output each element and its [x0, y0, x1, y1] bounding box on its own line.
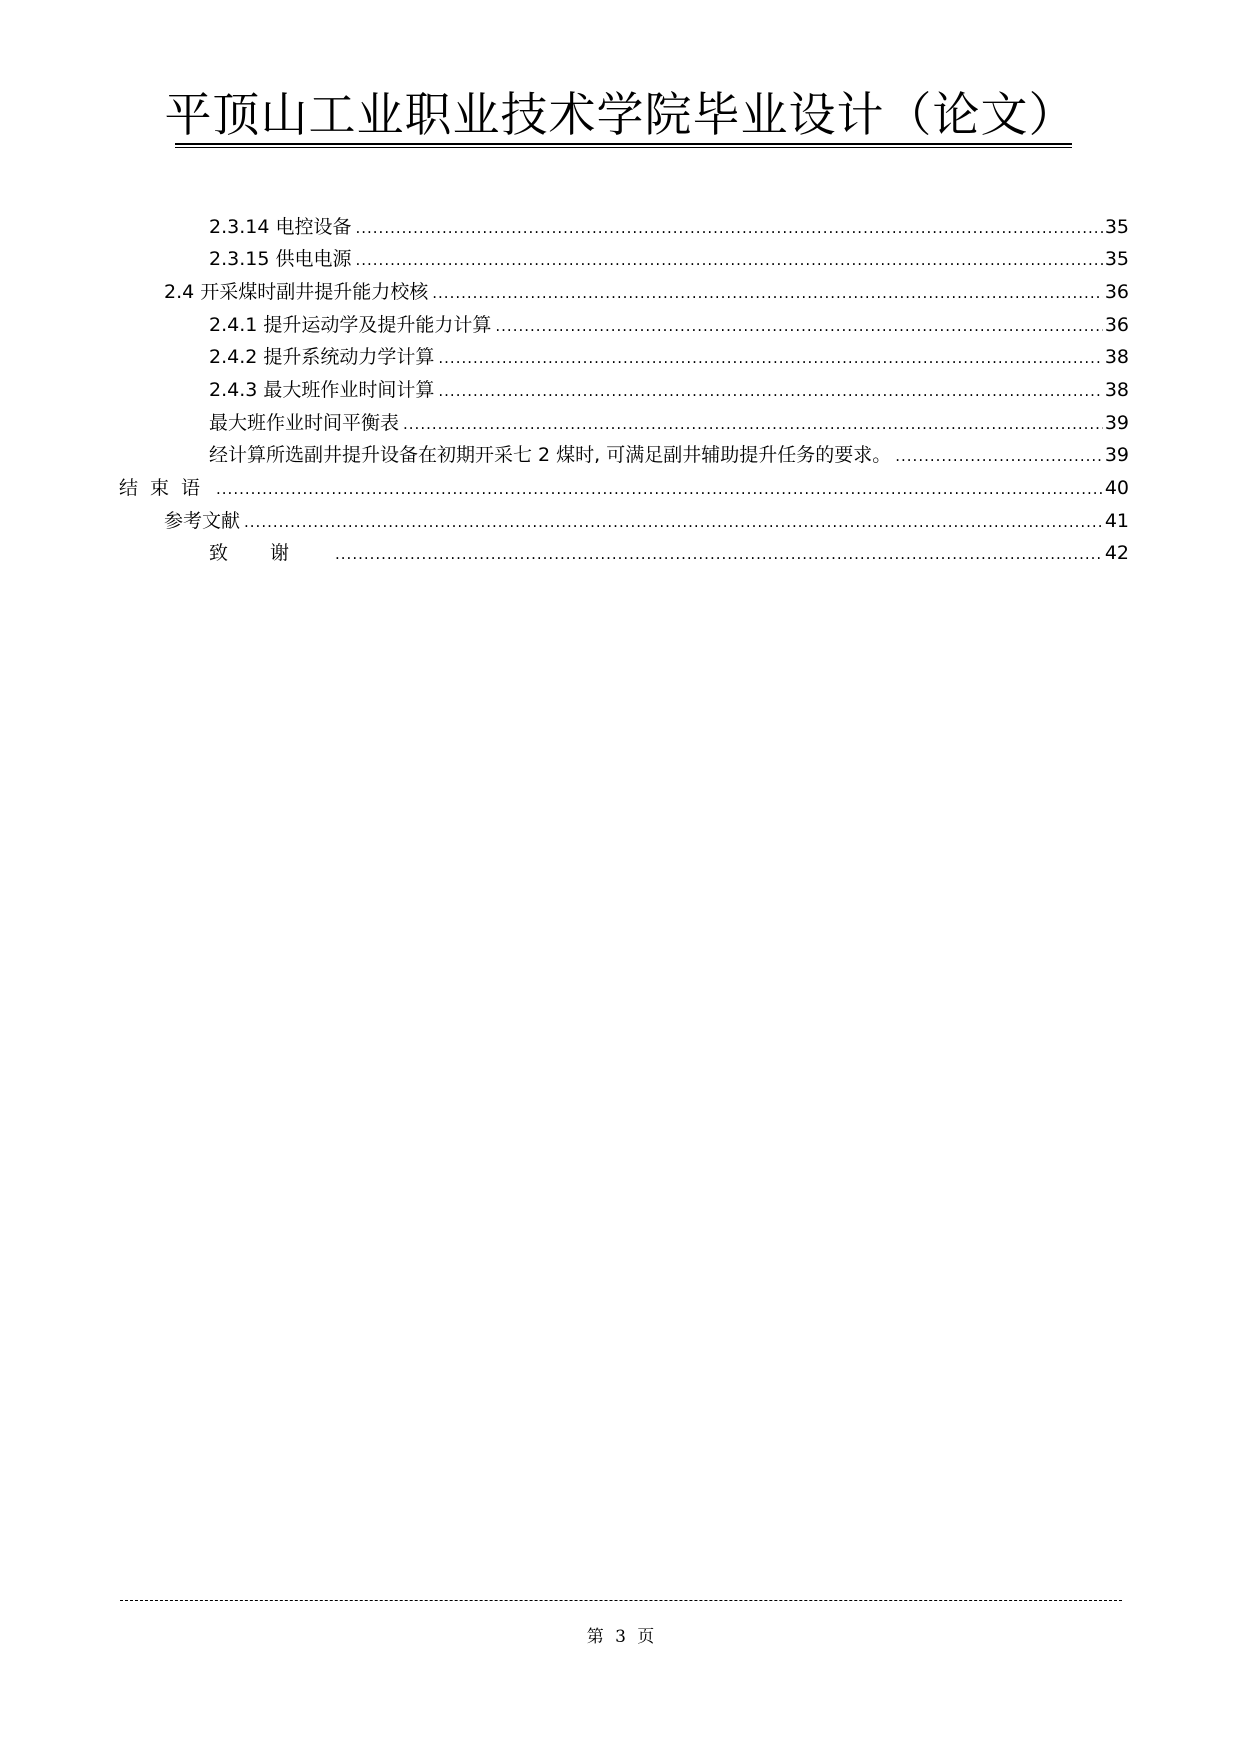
toc-entry-page: 38 [1104, 379, 1129, 401]
toc-dot-leader [244, 508, 1103, 536]
footer-divider [120, 1600, 1122, 1601]
page-number: 第 3 页 [586, 1627, 655, 1647]
toc-entry[interactable] [209, 342, 1129, 372]
header-underline-thin [175, 147, 1072, 148]
toc-dot-leader [403, 410, 1103, 438]
header-underline [175, 143, 1072, 145]
toc-dot-leader [216, 475, 1103, 503]
toc-entry-label: 2.3.14 电控设备 [209, 216, 352, 238]
toc-entry[interactable] [209, 310, 1129, 340]
toc-entry-page: 39 [1104, 412, 1129, 434]
toc-entry[interactable] [209, 244, 1129, 274]
toc-entry-page: 39 [1104, 444, 1129, 466]
toc-entry-label: 最大班作业时间平衡表 [209, 412, 400, 434]
toc-entry[interactable] [209, 408, 1129, 438]
toc-dot-leader [438, 344, 1102, 372]
toc-dot-leader [432, 279, 1103, 307]
toc-entry-label: 2.4.1 提升运动学及提升能力计算 [209, 314, 492, 336]
toc-dot-leader [355, 214, 1102, 242]
toc-entry[interactable] [209, 538, 1129, 568]
toc-entry-label: 2.4.3 最大班作业时间计算 [209, 379, 435, 401]
toc-entry-page: 42 [1104, 542, 1129, 564]
toc-entry-label: 2.3.15 供电电源 [209, 248, 352, 270]
toc-entry-label: 参考文献 [164, 510, 241, 532]
toc-entry-label: 2.4 开采煤时副井提升能力校核 [164, 281, 429, 303]
toc-dot-leader [895, 442, 1103, 470]
toc-entry-label: 致谢 [209, 542, 332, 564]
toc-entry-page: 35 [1104, 216, 1129, 238]
toc-entry[interactable] [209, 375, 1129, 405]
toc-entry[interactable] [209, 440, 1129, 470]
toc-entry-page: 35 [1104, 248, 1129, 270]
toc-entry-label: 经计算所选副井提升设备在初期开采七 2 煤时, 可满足副井辅助提升任务的要求。 [209, 444, 892, 466]
toc-dot-leader [355, 246, 1102, 274]
toc-entry[interactable] [119, 473, 1129, 503]
toc-entry-page: 40 [1104, 477, 1129, 499]
toc-entry-label: 2.4.2 提升系统动力学计算 [209, 346, 435, 368]
toc-entry-page: 38 [1104, 346, 1129, 368]
toc-entry[interactable] [164, 506, 1129, 536]
toc-dot-leader [495, 312, 1102, 340]
document-title: 平顶山工业职业技术学院毕业设计（论文） [164, 88, 1077, 143]
toc-entry-label: 结束语 [119, 477, 213, 499]
toc-dot-leader [438, 377, 1102, 405]
toc-entry[interactable] [164, 277, 1129, 307]
toc-entry-page: 36 [1104, 314, 1129, 336]
toc-entry[interactable] [209, 212, 1129, 242]
toc-entry-page: 41 [1104, 510, 1129, 532]
toc-dot-leader [335, 540, 1103, 568]
toc-entry-page: 36 [1104, 281, 1129, 303]
